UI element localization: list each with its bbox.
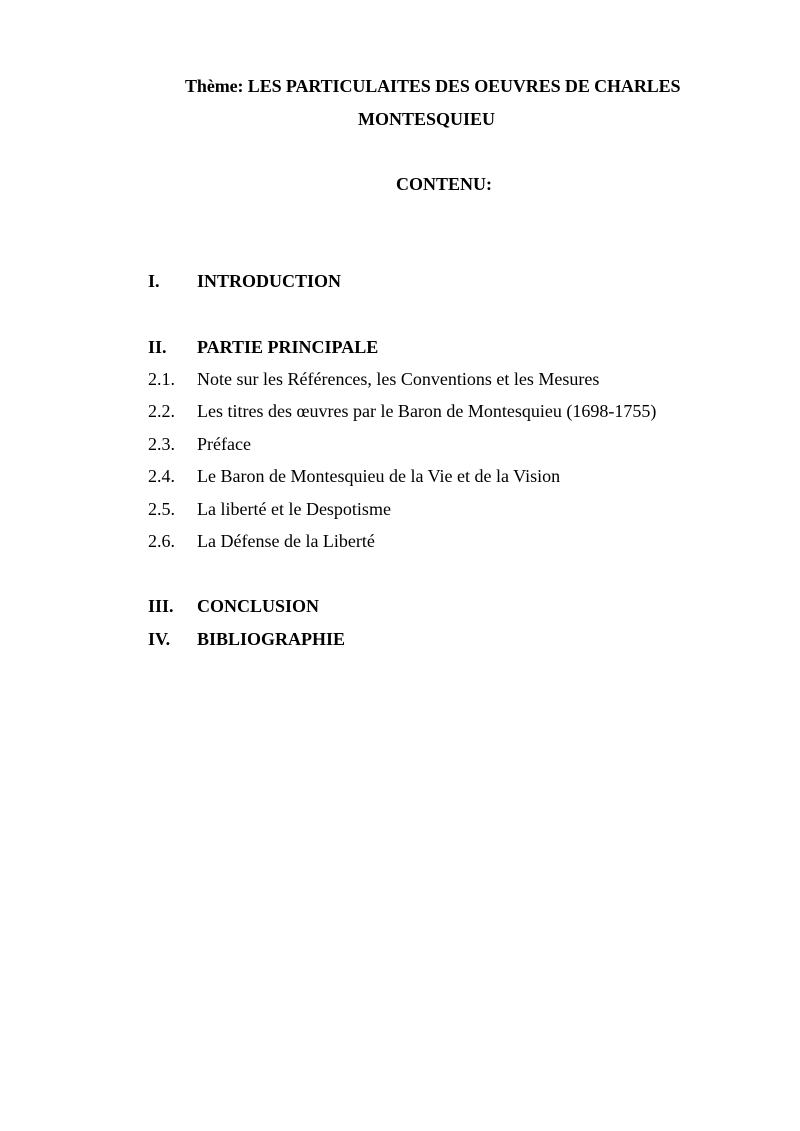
theme-title-line2: MONTESQUIEU — [358, 109, 496, 129]
toc-number: I. — [148, 271, 160, 291]
toc-text: BIBLIOGRAPHIE — [197, 629, 346, 649]
toc-text: Préface — [197, 434, 251, 454]
toc-number: 2.4. — [148, 466, 175, 486]
toc-number: 2.2. — [148, 401, 175, 421]
toc-text: Les titres des œuvres par le Baron de Montesquieu (1698-1755) — [197, 401, 657, 421]
toc-number: 2.3. — [148, 434, 175, 454]
toc-text: La liberté et le Despotisme — [197, 499, 391, 519]
toc-text: La Défense de la Liberté — [197, 531, 375, 551]
toc-text: CONCLUSION — [197, 596, 320, 616]
toc-number: III. — [148, 596, 174, 616]
theme-title-line1 — [185, 76, 680, 97]
theme-title-text: LES PARTICULAITES DES OEUVRES DE CHARLES — [247, 76, 681, 96]
theme-label: Thème: — [185, 76, 244, 96]
toc-number: 2.5. — [148, 499, 175, 519]
toc-text: PARTIE PRINCIPALE — [197, 337, 379, 357]
toc-text: Le Baron de Montesquieu de la Vie et de la Vision — [197, 466, 561, 486]
toc-number: 2.1. — [148, 369, 175, 389]
toc-number: 2.6. — [148, 531, 175, 551]
toc-number: II. — [148, 337, 167, 357]
toc-text: INTRODUCTION — [197, 271, 342, 291]
contents-heading: CONTENU: — [396, 174, 493, 194]
toc-number: IV. — [148, 629, 171, 649]
toc-text: Note sur les Références, les Conventions et les Mesures — [197, 369, 600, 389]
